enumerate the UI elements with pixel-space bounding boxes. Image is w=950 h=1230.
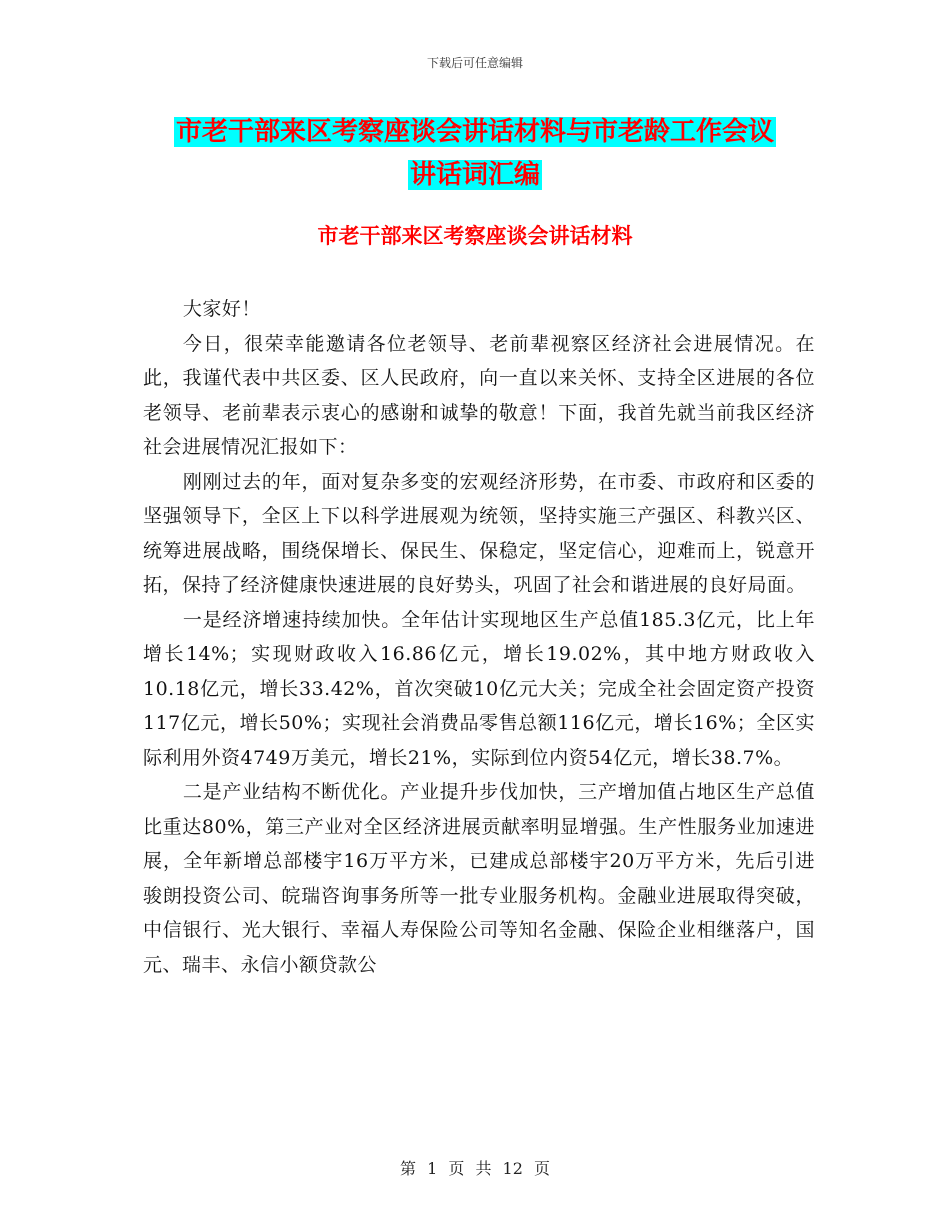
- paragraph-greeting: 大家好！: [182, 298, 261, 320]
- paragraph-economy: 一是经济增速持续加快。全年估计实现地区生产总值185.3亿元，比上年增长14%；实现财政收入16.86亿元，增长19.02%，其中地方财政收入10.18亿元，增长33.42%，首次突破10亿元大关；完成全社会固定资产投资117亿元，增长50%；实现社会消费品零售总额116亿元，增长16%；全区实际利用外资4749万美元，增长21%，实际到位内资54亿元，增长38.7%。: [143, 608, 815, 769]
- document-title-line-2: [0, 157, 950, 193]
- paragraph-industry: 二是产业结构不断优化。产业提升步伐加快，三产增加值占地区生产总值比重达80%，第三产业对全区经济进展贡献率明显增强。生产性服务业加速进展，全年新增总部楼宇16万平方米，已建成总部楼宇20万平方米，先后引进骏朗投资公司、皖瑞咨询事务所等一批专业服务机构。金融业进展取得突破，中信银行、光大银行、幸福人寿保险公司等知名金融、保险企业相继落户，国元、瑞丰、永信小额贷款公: [143, 781, 815, 976]
- document-title-line-1: [0, 114, 950, 150]
- page-number-footer: 第 1 页 共 12 页: [400, 1159, 550, 1178]
- paragraph-intro: 今日，很荣幸能邀请各位老领导、老前辈视察区经济社会进展情况。在此，我谨代表中共区委、区人民政府，向一直以来关怀、支持全区进展的各位老领导、老前辈表示衷心的感谢和诚挚的敬意！下面，我首先就当前我区经济社会进展情况汇报如下：: [143, 332, 815, 458]
- section-title: 市老干部来区考察座谈会讲话材料: [317, 224, 633, 248]
- document-title-text-1: 市老干部来区考察座谈会讲话材料与市老龄工作会议: [175, 117, 774, 147]
- page-header-note: 下载后可任意编辑: [426, 56, 523, 70]
- document-body: [143, 292, 815, 982]
- document-title-text-2: 讲话词汇编: [409, 160, 540, 190]
- paragraph-overview: 刚刚过去的年，面对复杂多变的宏观经济形势，在市委、市政府和区委的坚强领导下，全区上下以科学进展观为统领，坚持实施三产强区、科教兴区、统筹进展战略，围绕保增长、保民生、保稳定，坚定信心，迎难而上，锐意开拓，保持了经济健康快速进展的良好势头，巩固了社会和谐进展的良好局面。: [143, 470, 815, 596]
